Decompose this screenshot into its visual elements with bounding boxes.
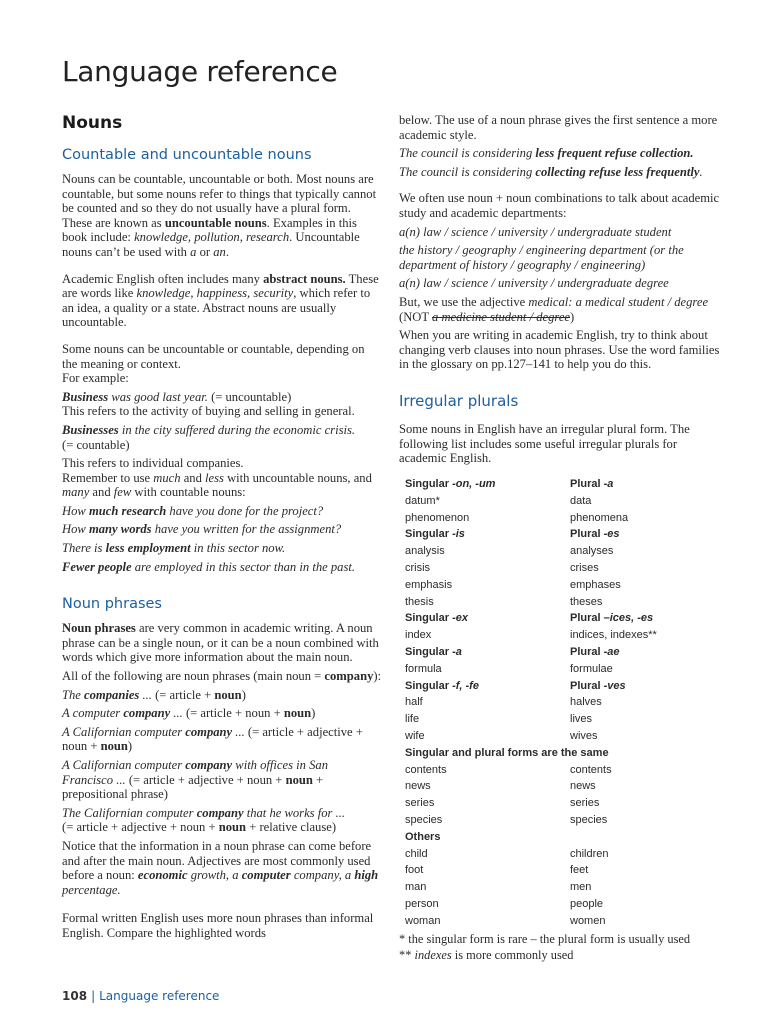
table-row bbox=[399, 862, 721, 879]
singular-cell: Singular -f, -fe bbox=[405, 679, 479, 692]
table-row bbox=[399, 560, 721, 577]
right-column bbox=[399, 113, 721, 962]
example-less: There is less employment in this sector now. bbox=[62, 541, 286, 556]
table-row bbox=[399, 761, 721, 778]
singular-cell: Singular -ex bbox=[405, 612, 468, 625]
noun-phrase-example-5: The Californian computer company that he works for ... bbox=[62, 805, 346, 820]
noun-phrases-paragraph-4: Formal written English uses more noun phrases than informal English. Compare the highlighted words bbox=[62, 911, 374, 940]
table-group-header bbox=[399, 677, 721, 694]
plural-cell: theses bbox=[570, 595, 603, 608]
example-noun-phrase: The council is considering less frequent refuse collection. bbox=[399, 146, 694, 161]
plural-cell: children bbox=[570, 847, 609, 860]
singular-cell: crisis bbox=[405, 562, 431, 575]
example-verb-clause: The council is considering collecting refuse less frequently. bbox=[399, 164, 703, 179]
singular-cell: Singular -is bbox=[405, 528, 465, 541]
countable-paragraph-2: Academic English often includes many abstract nouns. These are words like knowledge, happiness, security, which refer to an idea, a quality or a state. Abstract nouns are usually uncountable. bbox=[62, 271, 379, 330]
table-group-header bbox=[399, 526, 721, 543]
table-row bbox=[399, 660, 721, 677]
singular-cell: thesis bbox=[405, 595, 434, 608]
singular-cell: foot bbox=[405, 864, 424, 877]
example-businesses-note: This refers to individual companies. bbox=[62, 456, 244, 471]
singular-cell: child bbox=[405, 847, 428, 860]
plural-cell: Plural -ae bbox=[570, 646, 620, 659]
for-example-label: For example: bbox=[62, 371, 129, 386]
example-businesses: Businesses in the city suffered during the economic crisis. bbox=[62, 422, 356, 437]
example-fewer: Fewer people are employed in this sector than in the past. bbox=[62, 559, 356, 574]
plural-cell: analyses bbox=[570, 545, 614, 558]
singular-cell: news bbox=[405, 780, 431, 793]
example-much: How much research have you done for the project? bbox=[62, 503, 324, 518]
singular-cell: woman bbox=[405, 914, 441, 927]
noun-phrase-example-1: The companies ... (= article + noun) bbox=[62, 687, 246, 702]
plural-cell: species bbox=[570, 814, 608, 827]
singular-cell: phenomenon bbox=[405, 511, 470, 524]
right-paragraph-1: below. The use of a noun phrase gives the first sentence a more academic style. bbox=[399, 113, 718, 142]
combination-example-1: a(n) law / science / university / undergraduate student bbox=[399, 224, 672, 239]
plural-cell: women bbox=[570, 914, 606, 927]
plural-cell: emphases bbox=[570, 578, 621, 591]
left-column bbox=[62, 113, 382, 949]
table-group-header bbox=[399, 476, 721, 493]
singular-cell: Singular -a bbox=[405, 646, 462, 659]
noun-phrases-paragraph-3: Notice that the information in a noun phrase can come before and after the main noun. Adjectives are most commonly used before a noun: economic growth, a computer company, a high percentage. bbox=[62, 838, 379, 897]
combination-example-3: a(n) law / science / university / undergraduate degree bbox=[399, 276, 669, 291]
table-row bbox=[399, 593, 721, 610]
noun-phrase-example-4: A Californian computer company with offices in San Francisco ... (= article + adjective + noun + noun + prepositional phrase) bbox=[62, 758, 328, 802]
example-business: Business was good last year. (= uncountable) bbox=[62, 389, 292, 404]
singular-cell: life bbox=[405, 713, 420, 726]
singular-cell: man bbox=[405, 881, 427, 894]
noun-phrases-paragraph-1: Noun phrases are very common in academic writing. A noun phrase can be a single noun, or it can be a noun combined with words which give more information about the main noun. bbox=[62, 621, 379, 665]
right-paragraph-4: When you are writing in academic English, try to think about changing verb clauses into noun phrases. Use the word families in the glossary on pp.127–141 to help you do this. bbox=[399, 328, 720, 372]
singular-cell: Singular -on, -um bbox=[405, 478, 496, 491]
table-row bbox=[399, 896, 721, 913]
plural-cell: feet bbox=[570, 864, 589, 877]
table-row bbox=[399, 711, 721, 728]
singular-cell: index bbox=[405, 629, 432, 642]
table-row bbox=[399, 509, 721, 526]
table-row bbox=[399, 912, 721, 929]
example-business-note: This refers to the activity of buying and selling in general. bbox=[62, 404, 355, 419]
table-section-label bbox=[399, 828, 721, 845]
example-businesses-tag: (= countable) bbox=[62, 437, 130, 452]
plural-cell: lives bbox=[570, 713, 593, 726]
table-row bbox=[399, 845, 721, 862]
irregular-plurals-heading: Irregular plurals bbox=[399, 391, 519, 410]
example-many: How many words have you written for the assignment? bbox=[62, 522, 342, 537]
singular-cell: formula bbox=[405, 662, 442, 675]
plural-cell: wives bbox=[570, 730, 598, 743]
table-row bbox=[399, 576, 721, 593]
table-row bbox=[399, 778, 721, 795]
table-row bbox=[399, 795, 721, 812]
singular-cell: series bbox=[405, 797, 435, 810]
countable-paragraph-3: Some nouns can be uncountable or countable, depending on the meaning or context. bbox=[62, 341, 365, 371]
plural-cell: men bbox=[570, 881, 592, 894]
footnote-indexes: ** indexes is more commonly used bbox=[399, 947, 574, 962]
combination-example-2: the history / geography / engineering department (or the department of history / geography / engineering) bbox=[399, 243, 684, 272]
irregular-plurals-table bbox=[399, 476, 721, 930]
plural-cell: Plural -a bbox=[570, 478, 614, 491]
page-title: Language reference bbox=[62, 55, 338, 88]
noun-phrases-paragraph-2: All of the following are noun phrases (main noun = company): bbox=[62, 669, 382, 684]
singular-cell: emphasis bbox=[405, 578, 453, 591]
singular-cell: datum* bbox=[405, 494, 440, 507]
plural-cell: halves bbox=[570, 696, 602, 709]
plural-cell: series bbox=[570, 797, 600, 810]
table-row bbox=[399, 492, 721, 509]
much-many-paragraph: Remember to use much and less with uncountable nouns, and many and few with countable nouns: bbox=[62, 470, 372, 500]
singular-cell: analysis bbox=[405, 545, 445, 558]
plural-cell: people bbox=[570, 898, 604, 910]
plural-cell: data bbox=[570, 494, 592, 507]
noun-phrase-example-5-gloss: (= article + adjective + noun + noun + relative clause) bbox=[62, 820, 337, 835]
noun-phrase-example-3: A Californian computer company ... (= article + adjective + noun + noun) bbox=[62, 724, 363, 754]
table-group-header bbox=[399, 610, 721, 627]
nouns-heading: Nouns bbox=[62, 113, 123, 133]
section-label-cell: Others bbox=[405, 830, 441, 843]
plural-cell: formulae bbox=[570, 662, 613, 675]
table-section-label bbox=[399, 744, 721, 761]
table-row bbox=[399, 543, 721, 560]
countable-heading: Countable and uncountable nouns bbox=[62, 147, 312, 163]
table-row bbox=[399, 694, 721, 711]
plural-cell: contents bbox=[570, 763, 612, 776]
noun-phrase-example-2: A computer company ... (= article + noun + noun) bbox=[62, 706, 316, 721]
plural-cell: Plural -es bbox=[570, 528, 620, 541]
table-row bbox=[399, 812, 721, 829]
table-row bbox=[399, 728, 721, 745]
plural-cell: crises bbox=[570, 562, 599, 575]
table-row bbox=[399, 627, 721, 644]
page-footer bbox=[62, 989, 219, 1003]
countable-paragraph-1: Nouns can be countable, uncountable or both. Most nouns are countable, but some nouns refer to things that typically cannot be counted and so they do not usually have a plural form. These are known as uncountable nouns. Examples in this book include: knowledge, pollution, research. Uncountable nouns can’t be used with a or an. bbox=[62, 172, 377, 259]
plural-cell: indices, indexes** bbox=[570, 629, 657, 642]
medical-paragraph: But, we use the adjective medical: a medical student / degree (NOT a medicine student / degree) bbox=[399, 294, 709, 324]
irregular-intro: Some nouns in English have an irregular plural form. The following list includes some useful irregular plurals for academic English. bbox=[399, 421, 690, 466]
footer-label: Language reference bbox=[99, 989, 220, 1003]
footnote-singular-rare: * the singular form is rare – the plural form is usually used bbox=[399, 932, 691, 947]
plural-cell: Plural -ves bbox=[570, 679, 626, 692]
page-number: 108 bbox=[62, 989, 88, 1003]
right-paragraph-2: We often use noun + noun combinations to talk about academic study and academic departments: bbox=[399, 191, 720, 220]
singular-cell: half bbox=[405, 696, 423, 709]
section-label-cell: Singular and plural forms are the same bbox=[405, 746, 609, 759]
footer-separator: | bbox=[91, 989, 96, 1003]
table-row bbox=[399, 879, 721, 896]
singular-cell: person bbox=[405, 898, 439, 910]
noun-phrases-heading: Noun phrases bbox=[62, 596, 162, 613]
singular-cell: wife bbox=[405, 730, 425, 743]
plural-cell: phenomena bbox=[570, 511, 629, 524]
plural-cell: news bbox=[570, 780, 596, 793]
singular-cell: species bbox=[405, 814, 443, 827]
table-group-header bbox=[399, 644, 721, 661]
plural-cell: Plural –ices, -es bbox=[570, 612, 654, 625]
singular-cell: contents bbox=[405, 763, 447, 776]
